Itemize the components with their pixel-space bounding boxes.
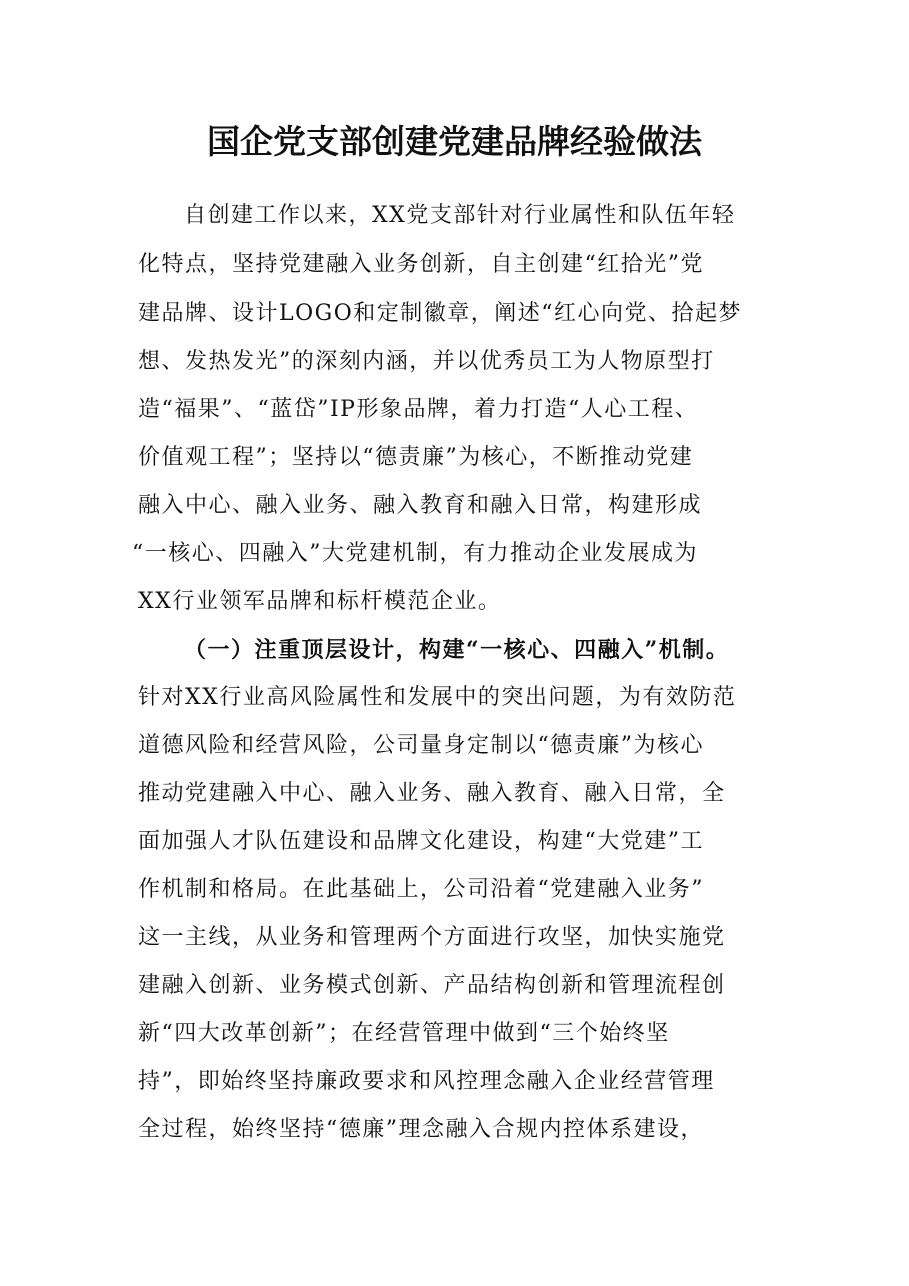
paragraph-line: “一核心、四融入”大党建机制，有力推动企业发展成为: [132, 541, 698, 566]
paragraph-line: 化特点，坚持党建融入业务创新，自主创建“红拾光”党: [138, 252, 704, 277]
paragraph-line: 新“四大改革创新”；在经营管理中做到“三个始终坚: [138, 1021, 670, 1046]
paragraph-line: XX行业领军品牌和标杆模范企业。: [138, 589, 502, 614]
paragraph-line: 想、发热发光”的深刻内涵，并以优秀员工为人物原型打: [138, 349, 715, 374]
paragraph-line: 道德风险和经营风险，公司量身定制以“德责廉”为核心: [138, 733, 704, 758]
paragraph-line: 全过程，始终坚持“德廉”理念融入合规内控体系建设，: [138, 1117, 704, 1142]
paragraph-line: 融入中心、融入业务、融入教育和融入日常，构建形成: [138, 493, 703, 518]
paragraph-line: 价值观工程”；坚持以“德责廉”为核心，不断推动党建: [138, 445, 694, 470]
paragraph-line: 推动党建融入中心、融入业务、融入教育、融入日常，全: [138, 781, 726, 806]
paragraph-line: 作机制和格局。在此基础上，公司沿着“党建融入业务”: [138, 877, 704, 902]
paragraph-line: 这一主线，从业务和管理两个方面进行攻坚，加快实施党: [138, 925, 726, 950]
paragraph-line: 建品牌、设计LOGO和定制徽章，阐述“红心向党、拾起梦: [138, 301, 743, 326]
paragraph-line: 面加强人才队伍建设和品牌文化建设，构建“大党建”工: [138, 829, 704, 854]
section-heading: （一）注重顶层设计，构建“一核心、四融入”机制。: [184, 637, 730, 663]
paragraph-line: 自创建工作以来，XX党支部针对行业属性和队伍年轻: [184, 203, 736, 228]
document-title: 国企党支部创建党建品牌经验做法: [207, 122, 702, 161]
paragraph-line: 造“福果”、“蓝岱”IP形象品牌，着力打造“人心工程、: [138, 397, 699, 422]
paragraph-line: 持”，即始终坚持廉政要求和风控理念融入企业经营管理: [138, 1069, 715, 1094]
paragraph-line: 针对XX行业高风险属性和发展中的突出问题，为有效防范: [138, 685, 737, 710]
paragraph-line: 建融入创新、业务模式创新、产品结构创新和管理流程创: [138, 973, 726, 998]
